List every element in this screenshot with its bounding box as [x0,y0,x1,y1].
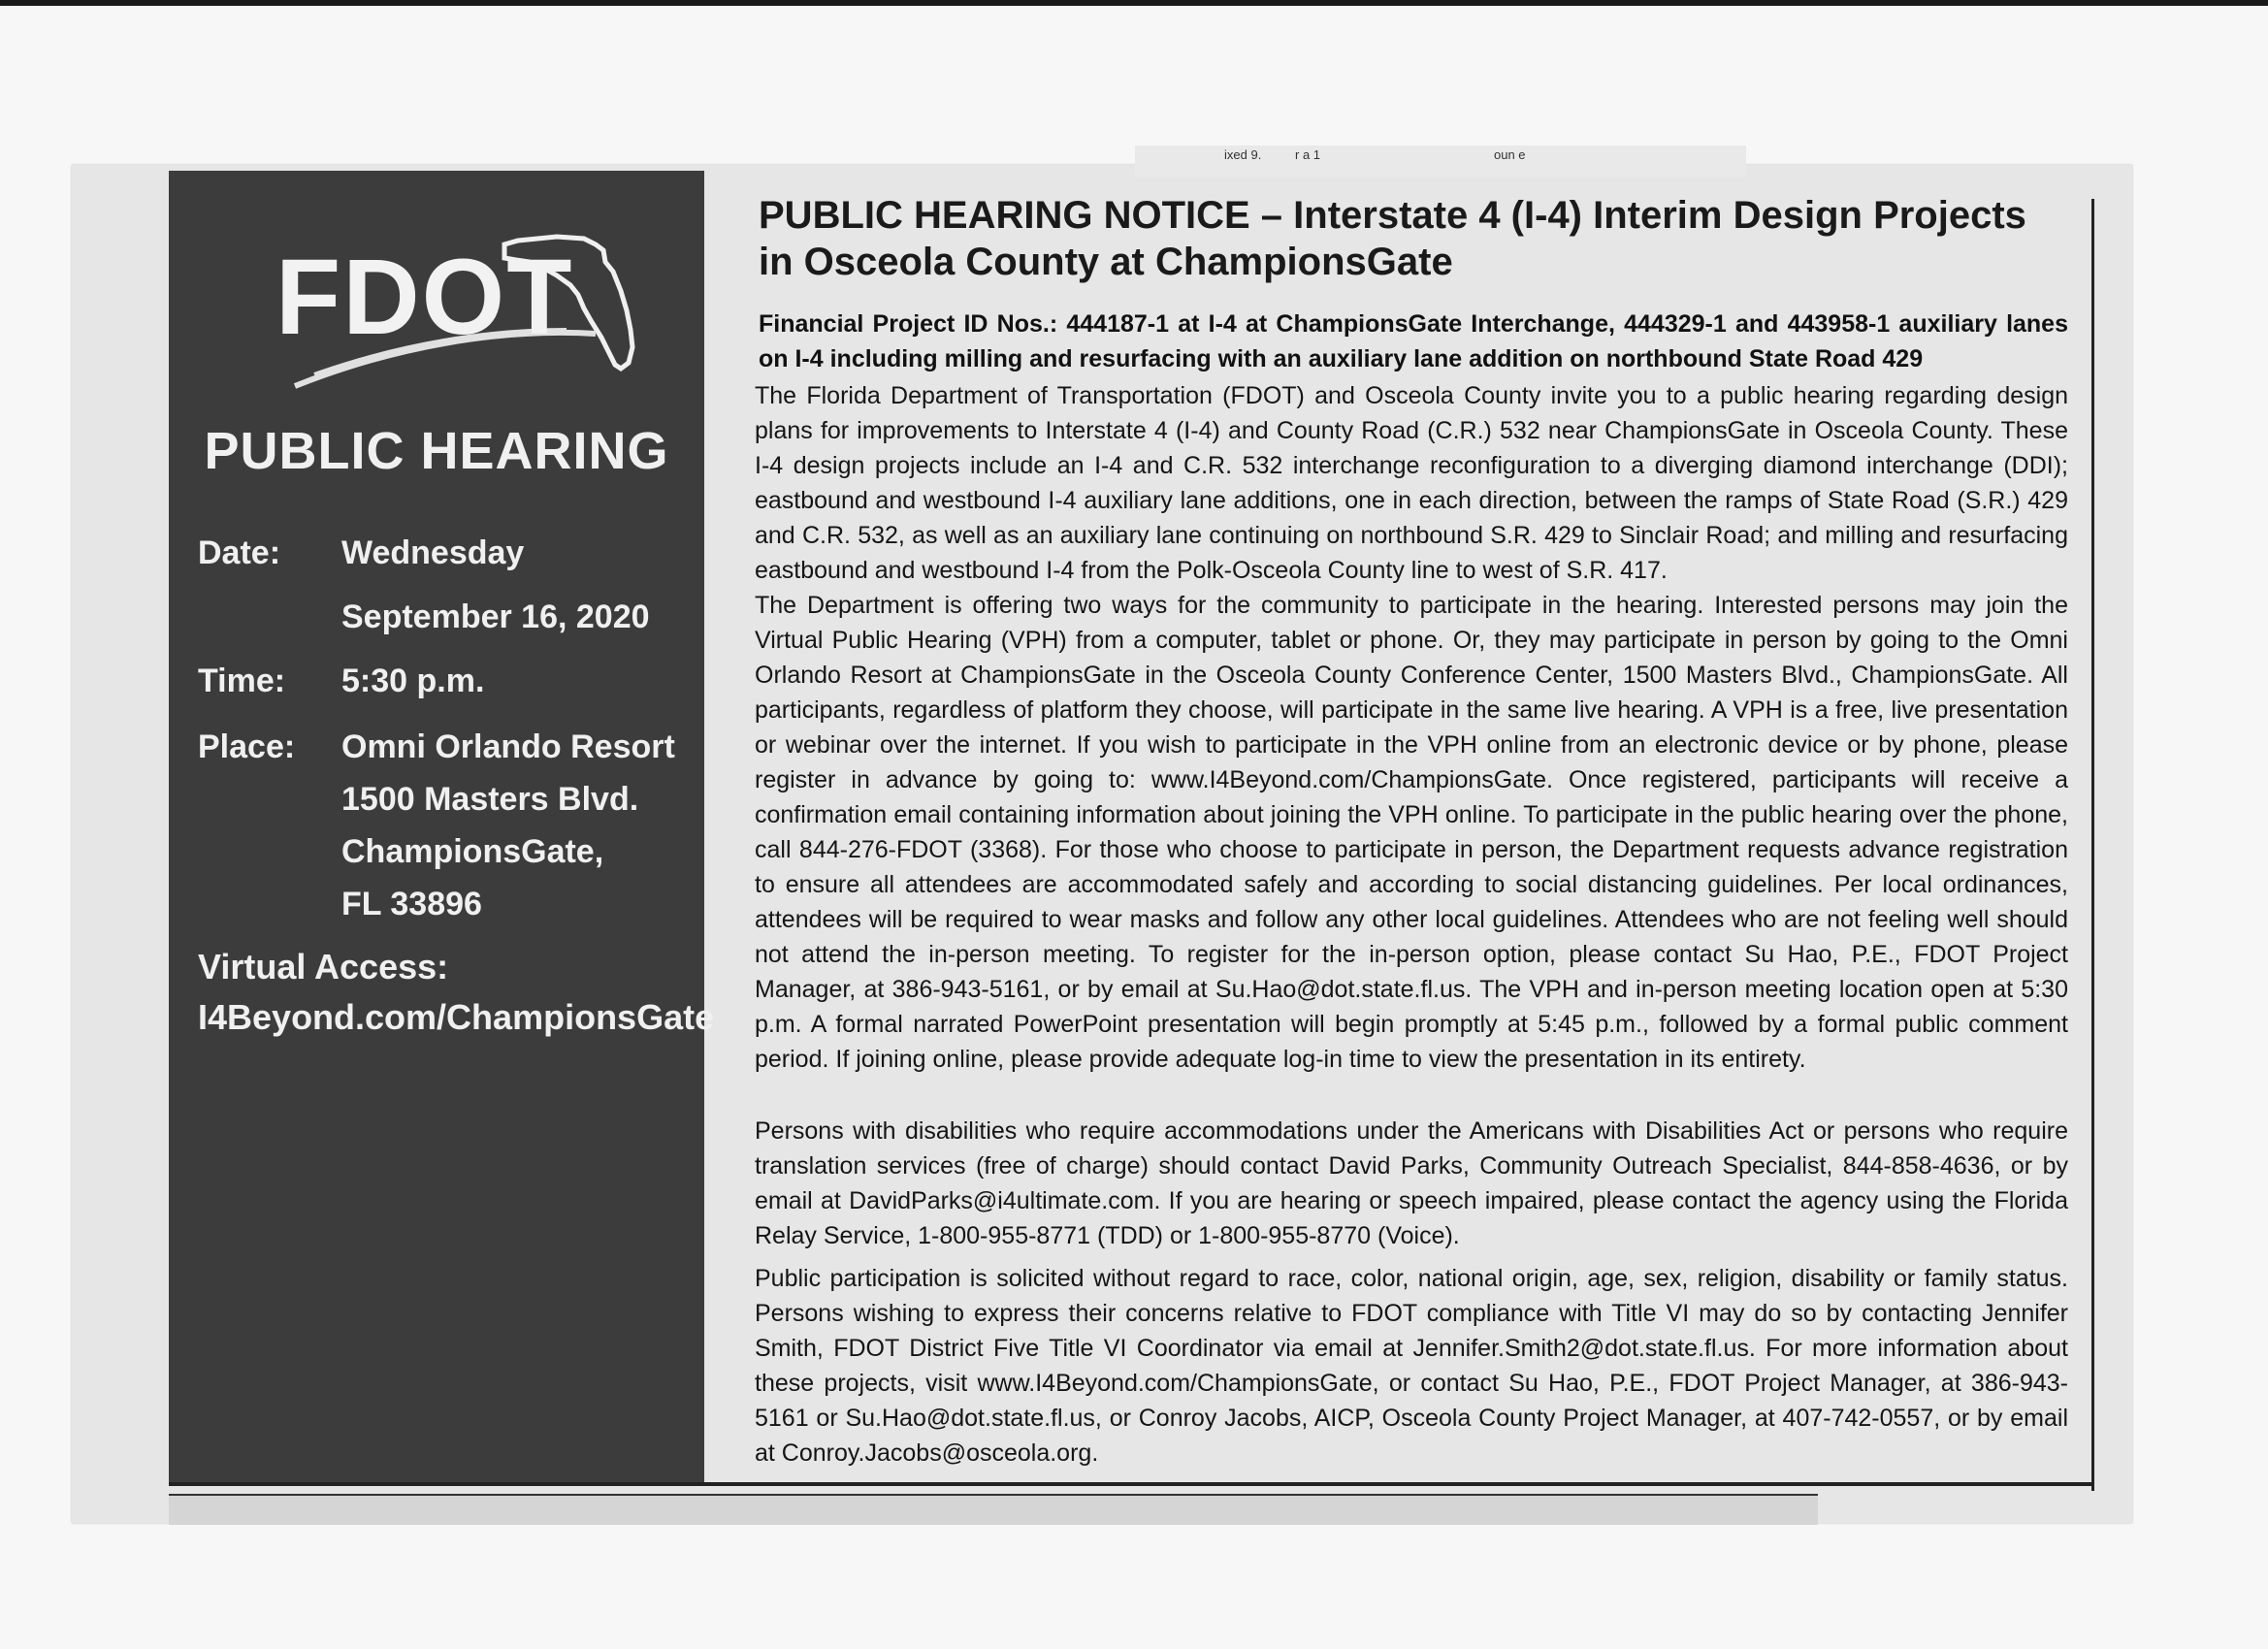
notice-border [2091,199,2094,1491]
virtual-access-url: I4Beyond.com/ChampionsGate [198,997,715,1037]
torn-fragment: r a 1 [1295,147,1321,162]
time-label: Time: [198,663,286,699]
place-line: ChampionsGate, [341,833,604,870]
notice-body [720,171,2068,1482]
place-label: Place: [198,728,296,765]
place-line: 1500 Masters Blvd. [341,781,639,818]
notice-paragraph: Persons with disabilities who require accommodations under the Americans with Disabilities Act or persons who require translation services (free of charge) should contact David Parks, Community Outreach Specialist, 844-858-4636, or by email at DavidParks@i4ultimate.com. If you are hearing or speech impaired, please contact the agency using the Florida Relay Service, 1-800-955-8771 (TDD) or 1-800-955-8770 (Voice). [755,1117,2068,1249]
time-value: 5:30 p.m. [341,663,485,699]
public-hearing-heading: PUBLIC HEARING [204,422,669,480]
clipping-bottom-strip [169,1494,1818,1525]
date-value: September 16, 2020 [341,598,650,635]
notice-paragraph: The Department is offering two ways for the community to participate in the hearing. Interested persons may join the Virtual Public Hearing (VPH) from a computer, tablet or phone. Or, they may participate in person by going to the Omni Orlando Resort at ChampionsGate in the Osceola County Conference Center, 1500 Masters Blvd., ChampionsGate. All participants, regardless of platform they choose, will participate in the same live hearing. A VPH is a free, live presentation or webinar over the internet. If you wish to participate in the VPH online from an electronic device or by phone, please register in advance by going to: www.I4Beyond.com/ChampionsGate. Once registered, participants will receive a confirmation email containing information about joining the VPH online. To participate in the public hearing over the phone, call 844-276-FDOT (3368). For those who choose to participate in person, the Department requests advance registration to ensure all attendees are accommodated safely and according to social distancing guidelines. Per local ordinances, attendees will be required to wear masks and follow any other local guidelines. Attendees who are not feeling well should not attend the in-person meeting. To register for the in-person option, please contact Su Hao, P.E., FDOT Project Manager, at 386-943-5161, or by email at Su.Hao@dot.state.fl.us. The VPH and in-person meeting location open at 5:30 p.m. A formal narrated PowerPoint presentation will begin promptly at 5:45 p.m., followed by a formal public comment period. If joining online, please provide adequate log-in time to view the presentation in its entirety. [755,592,2068,1073]
notice-paragraph: The Florida Department of Transportation (FDOT) and Osceola County invite you to a public hearing regarding design plans for improvements to Interstate 4 (I-4) and County Road (C.R.) 532 near ChampionsGate in Osceola County. These I-4 design projects include an I-4 and C.R. 532 interchange reconfiguration to a diverging diamond interchange (DDI); eastbound and westbound I-4 auxiliary lane additions, one in each direction, between the ramps of State Road (S.R.) 429 and C.R. 532, as well as an auxiliary lane continuing on northbound S.R. 429 to Sinclair Road; and milling and resurfacing eastbound and westbound I-4 from the Polk-Osceola County line to west of S.R. 417. [755,382,2068,584]
torn-fragment: oun e [1494,147,1526,162]
place-line: FL 33896 [341,886,482,922]
notice-headline: PUBLIC HEARING NOTICE – Interstate 4 (I-4) Interim Design Projects in Osceola County at ChampionsGate [759,194,2026,283]
torn-fragment: ixed 9. [1224,147,1262,162]
logo-wordmark: FDOT [275,238,574,357]
fdot-logo [275,202,683,376]
hearing-info-panel [169,171,715,1482]
virtual-access-label: Virtual Access: [198,947,449,986]
date-label: Date: [198,534,281,571]
place-line: Omni Orlando Resort [341,728,675,765]
project-ids: Financial Project ID Nos.: 444187-1 at I-4 at ChampionsGate Interchange, 444329-1 and 443958-1 auxiliary lanes on I-4 including milling and resurfacing with an auxiliary lane addition on northbound State Road 429 [759,310,2068,372]
notice-bottom-rule [169,1482,2094,1486]
scan-top-edge [0,0,2268,6]
notice-paragraph: Public participation is solicited without regard to race, color, national origin, age, sex, religion, disability or family status. Persons wishing to express their concerns relative to FDOT compliance with Title VI may do so by contacting Jennifer Smith, FDOT District Five Title VI Coordinator via email at Jennifer.Smith2@dot.state.fl.us. For more information about these projects, visit www.I4Beyond.com/ChampionsGate, or contact Su Hao, P.E., FDOT Project Manager, at 386-943-5161 or Su.Hao@dot.state.fl.us, or Conroy Jacobs, AICP, Osceola County Project Manager, at 407-742-0557, or by email at Conroy.Jacobs@osceola.org. [755,1265,2068,1467]
date-weekday: Wednesday [341,534,525,571]
